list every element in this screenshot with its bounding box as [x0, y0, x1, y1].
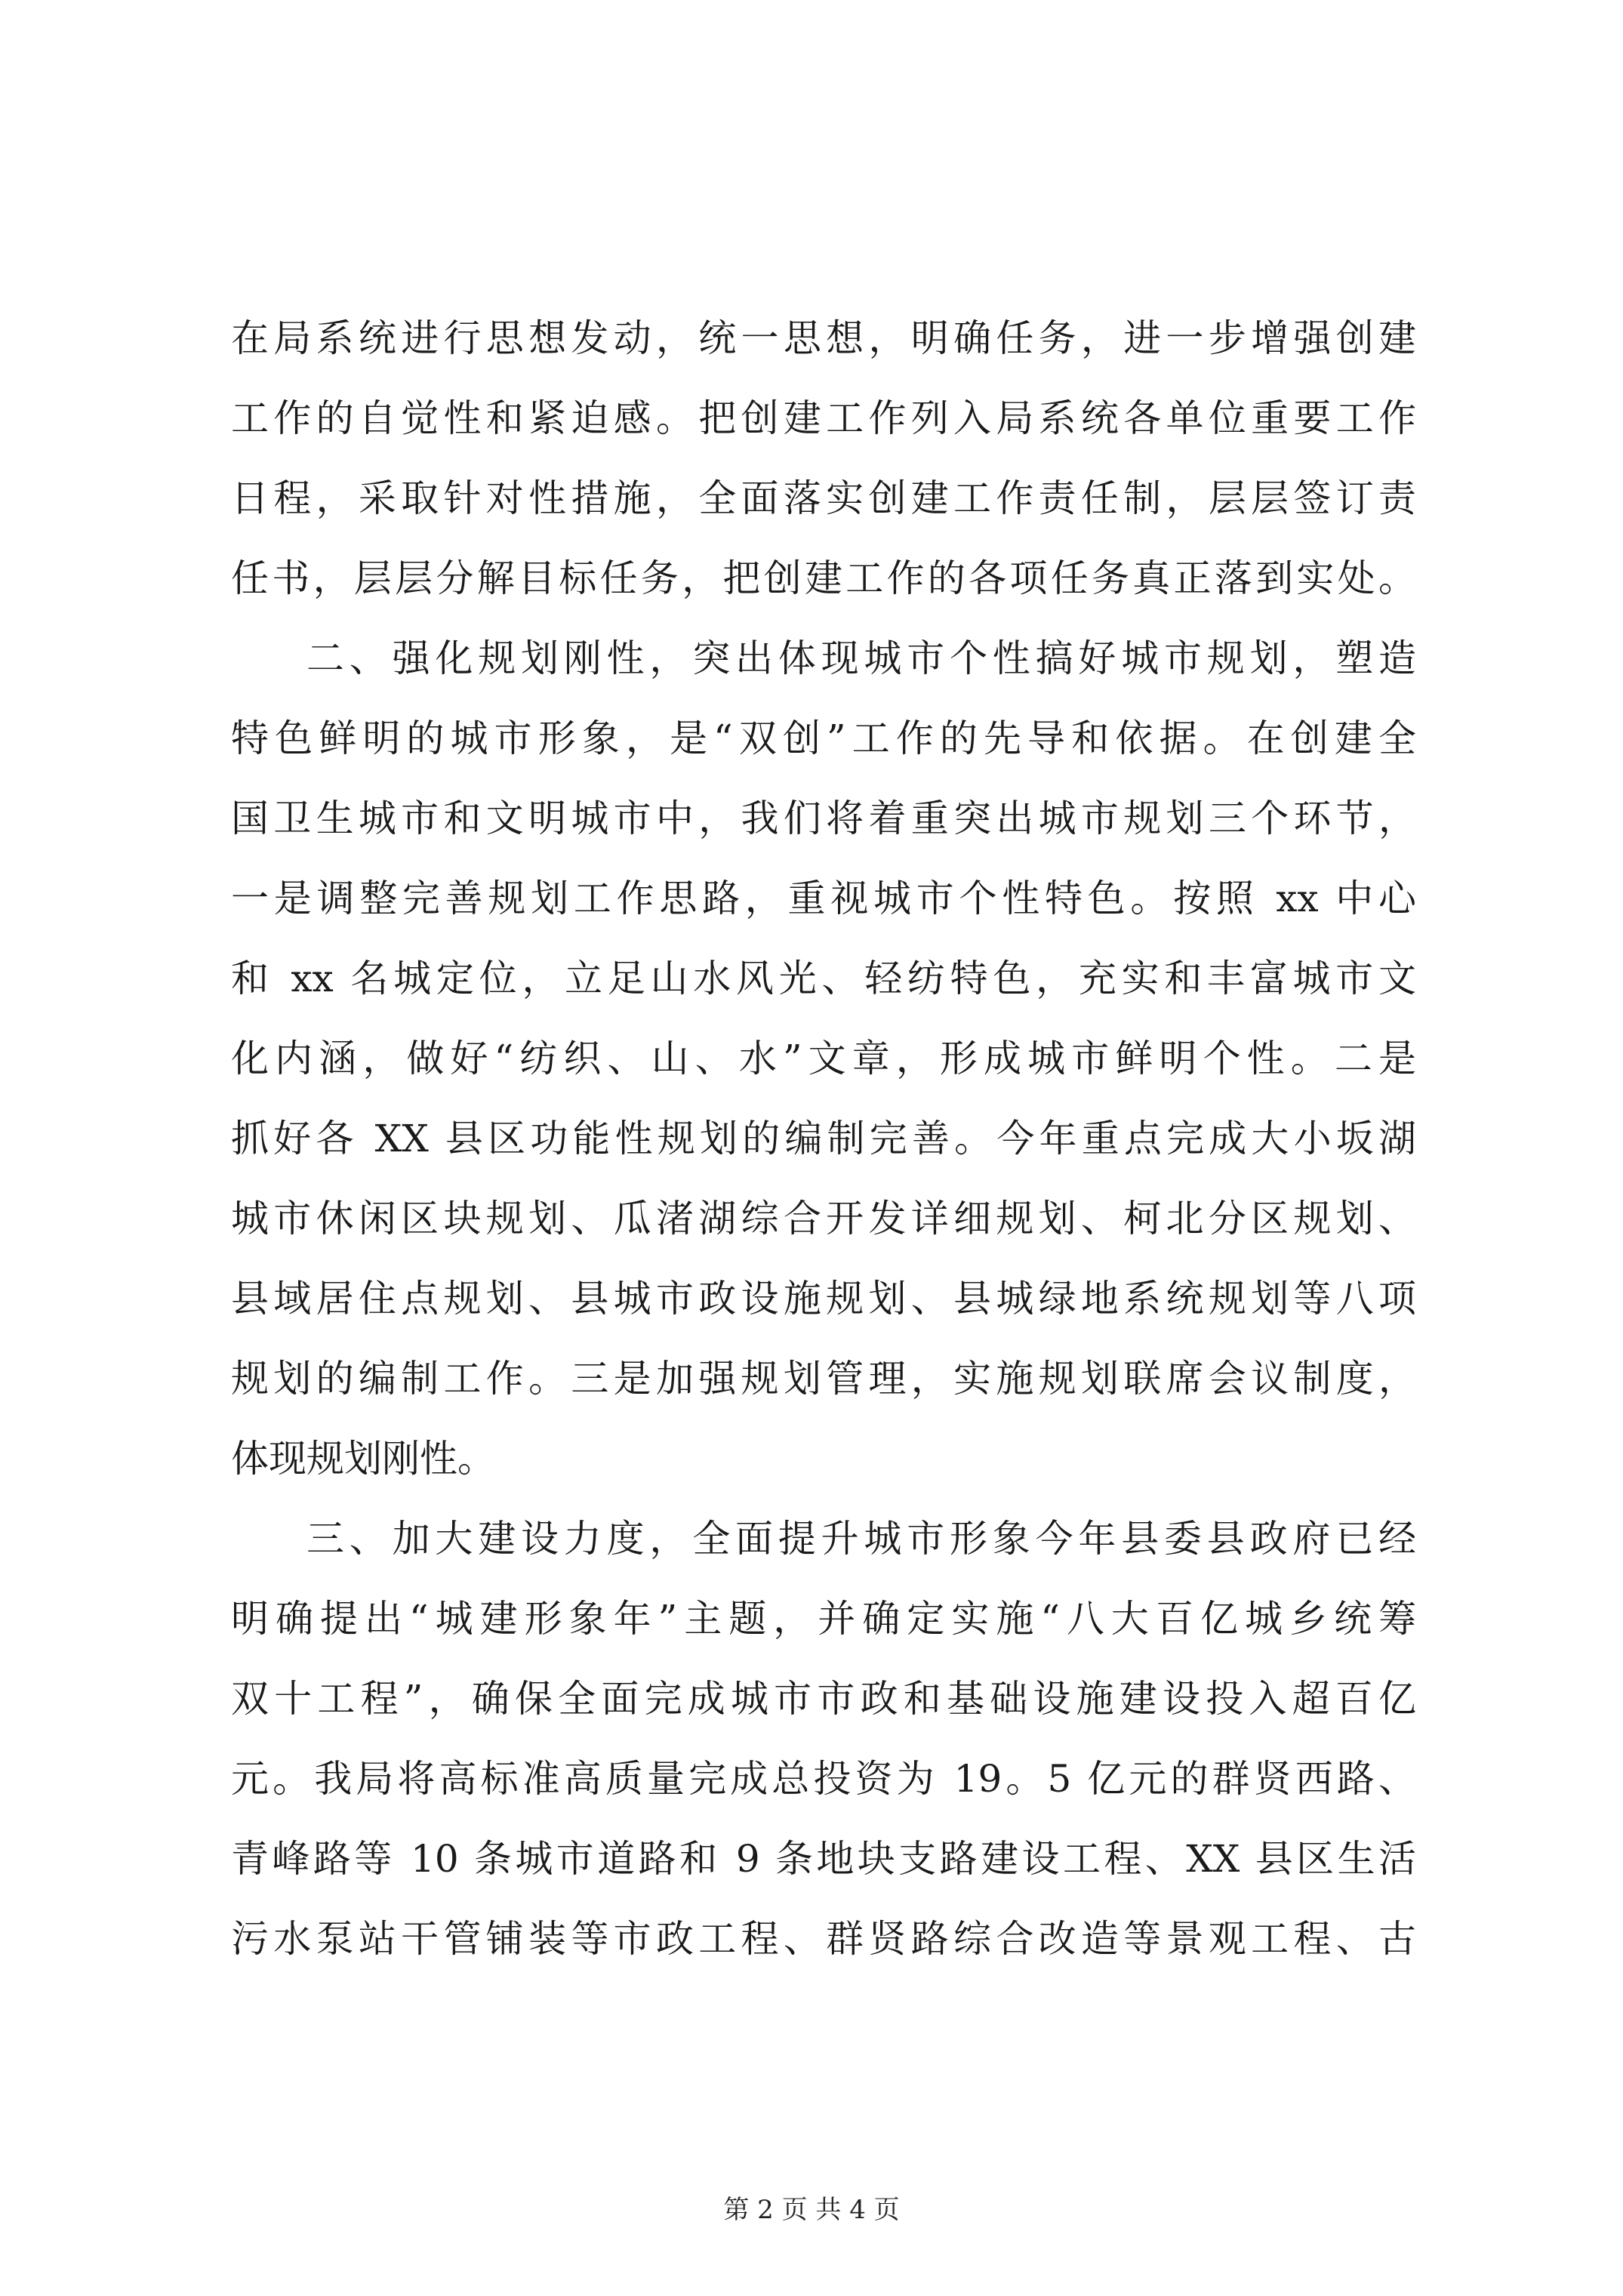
paragraph-heading-line: 三、加大建设力度，全面提升城市形象今年县委县政府已经	[306, 1517, 1416, 1561]
document-body	[231, 298, 1416, 1979]
text-line: 青峰路等 10 条城市道路和 9 条地块支路建设工程、XX 县区生活	[231, 1837, 1416, 1881]
text-line: 日程，采取针对性措施，全面落实创建工作责任制，层层签订责	[231, 476, 1416, 520]
text-line: 任书，层层分解目标任务，把创建工作的各项任务真正落到实处。	[231, 556, 1416, 600]
text-line: 特色鲜明的城市形象，是“双创”工作的先导和依据。在创建全	[231, 717, 1416, 760]
paragraph-heading-line: 二、强化规划刚性，突出体现城市个性搞好城市规划，塑造	[306, 636, 1416, 680]
text-line: 抓好各 XX 县区功能性规划的编制完善。今年重点完成大小坂湖	[231, 1117, 1416, 1160]
text-line: 县域居住点规划、县城市政设施规划、县城绿地系统规划等八项	[231, 1277, 1416, 1321]
text-line: 工作的自觉性和紧迫感。把创建工作列入局系统各单位重要工作	[231, 396, 1416, 440]
text-line: 明确提出“城建形象年”主题，并确定实施“八大百亿城乡统筹	[231, 1597, 1416, 1641]
text-line: 规划的编制工作。三是加强规划管理，实施规划联席会议制度，	[231, 1357, 1416, 1401]
text-line: 体现规划刚性。	[231, 1437, 495, 1481]
page-footer: 第 2 页 共 4 页	[723, 2195, 900, 2225]
text-line: 在局系统进行思想发动，统一思想，明确任务，进一步增强创建	[231, 316, 1416, 360]
text-line: 双十工程”，确保全面完成城市市政和基础设施建设投入超百亿	[231, 1677, 1416, 1721]
text-line: 国卫生城市和文明城市中，我们将着重突出城市规划三个环节，	[231, 797, 1416, 840]
text-line: 化内涵，做好“纺织、山、水”文章，形成城市鲜明个性。二是	[231, 1037, 1416, 1080]
text-line: 城市休闲区块规划、瓜渚湖综合开发详细规划、柯北分区规划、	[231, 1197, 1416, 1240]
text-line: 元。我局将高标准高质量完成总投资为 19。5 亿元的群贤西路、	[231, 1757, 1416, 1801]
text-line: 一是调整完善规划工作思路，重视城市个性特色。按照 xx 中心	[231, 877, 1416, 920]
text-line: 和 xx 名城定位，立足山水风光、轻纺特色，充实和丰富城市文	[231, 957, 1416, 1000]
text-line: 污水泵站干管铺装等市政工程、群贤路综合改造等景观工程、古	[231, 1917, 1416, 1961]
